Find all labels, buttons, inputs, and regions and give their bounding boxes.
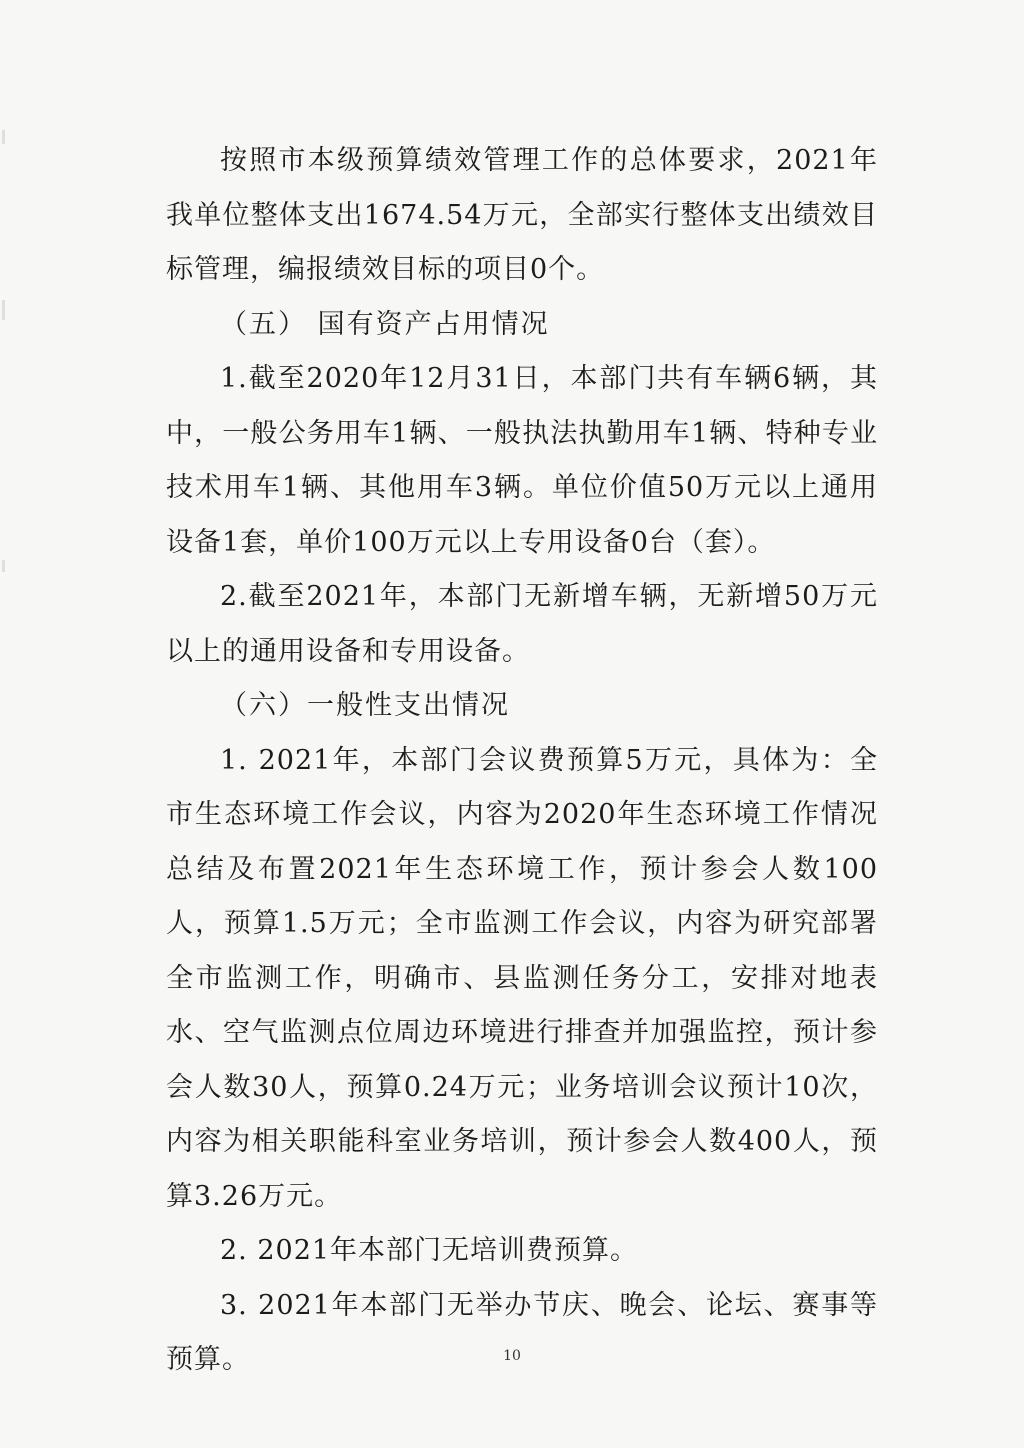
paragraph-meeting-budget: 1. 2021年，本部门会议费预算5万元，具体为：全市生态环境工作会议，内容为2020年生态环境工作情况总结及布置2021年生态环境工作，预计参会人数100人，预算1.5万元；全市监测工作会议，内容为研究部署全市监测工作，明确市、县监测任务分工，安排对地表水、空气监测点位周边环境进行排查并加强监控，预计参会人数30人，预算0.24万元；业务培训会议预计10次，内容为相关职能科室业务培训，预计参会人数400人，预算3.26万元。: [166, 744, 878, 1212]
page-number: 10: [503, 1348, 521, 1364]
paragraph-performance-target: 按照市本级预算绩效管理工作的总体要求，2021年我单位整体支出1674.54万元，全部实行整体支出绩效目标管理，编报绩效目标的项目0个。: [166, 145, 878, 285]
paragraph-vehicles-equipment: 1.截至2020年12月31日，本部门共有车辆6辆，其中，一般公务用车1辆、一般执法执勤用车1辆、特种专业技术用车1辆、其他用车3辆。单位价值50万元以上通用设备1套，单价100万元以上专用设备0台（套）。: [166, 363, 878, 558]
document-body: [166, 134, 878, 1388]
scan-edge-mark: [2, 300, 5, 320]
section-heading-general-expenditure: （六）一般性支出情况: [220, 690, 510, 721]
section-heading-state-assets: （五） 国有资产占用情况: [220, 308, 550, 340]
scan-edge-mark: [2, 560, 5, 572]
paragraph-events-budget: 3. 2021年本部门无举办节庆、晚会、论坛、赛事等预算。: [166, 1289, 878, 1375]
paragraph-training-budget: 2. 2021年本部门无培训费预算。: [220, 1235, 639, 1266]
scan-edge-mark: [2, 130, 5, 144]
paragraph-no-new-assets: 2.截至2021年，本部门无新增车辆，无新增50万元以上的通用设备和专用设备。: [166, 581, 878, 667]
